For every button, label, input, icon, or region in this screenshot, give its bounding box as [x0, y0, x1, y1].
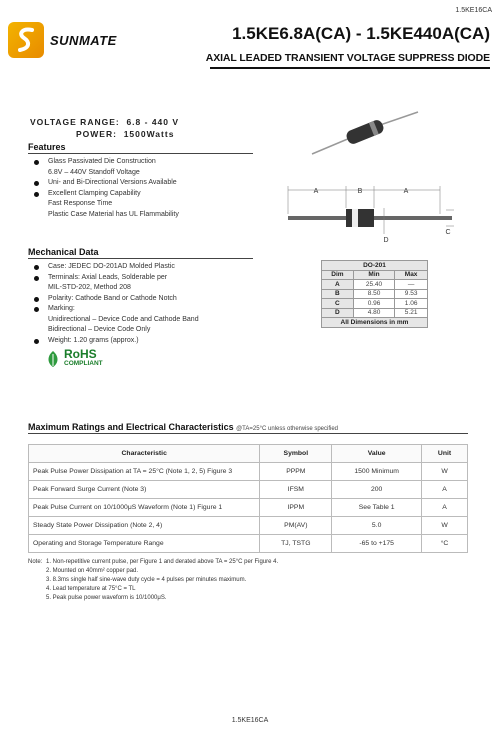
power-value: 1500Watts [123, 129, 175, 139]
unit-cell: W [422, 517, 468, 535]
dimension-min: 8.50 [353, 289, 394, 299]
feature-item: Uni- and Bi-Directional Versions Available [34, 178, 179, 189]
dimension-max: 9.53 [395, 289, 428, 299]
max-ratings-table [28, 444, 468, 553]
characteristic-cell: Peak Pulse Current on 10/1000μS Waveform (Note 1) Figure 1 [29, 499, 260, 517]
outline-dimension-drawing [280, 180, 460, 244]
mechanical-item: Case: JEDEC DO-201AD Molded Plastic [34, 262, 199, 273]
brand-name: SUNMATE [50, 32, 117, 48]
unit-cell: W [422, 463, 468, 481]
dimension-max: — [395, 280, 428, 290]
features-list [34, 157, 179, 220]
table-row [322, 280, 428, 290]
mechanical-item: Weight: 1.20 grams (approx.) [34, 336, 199, 347]
features-heading: Features [28, 142, 66, 152]
mechanical-item: Marking: [34, 304, 199, 315]
dim-label-b: B [357, 188, 363, 195]
part-code-top: 1.5KE16CA [455, 7, 492, 14]
symbol-cell: IFSM [260, 481, 332, 499]
mechanical-item: Unidirectional – Device Code and Cathode Band [48, 315, 199, 323]
table-row [29, 535, 468, 553]
note-item: 1. Non-repetitive current pulse, per Figure 1 and derated above TA = 25°C per Figure 4. [46, 559, 279, 565]
dim-label-a-left: A [313, 188, 319, 195]
notes-label: Note: [28, 559, 43, 565]
mechanical-heading: Mechanical Data [28, 247, 99, 257]
characteristic-cell: Steady State Power Dissipation (Note 2, 4) [29, 517, 260, 535]
table-row [29, 517, 468, 535]
feature-item: Excellent Clamping Capability [34, 189, 179, 200]
rohs-label: RoHS [64, 347, 97, 361]
document-subtitle: AXIAL LEADED TRANSIENT VOLTAGE SUPPRESS DIODE [205, 52, 490, 64]
dimension-max: 5.21 [395, 308, 428, 318]
max-ratings-divider [28, 433, 468, 434]
dimension-min: 4.80 [353, 308, 394, 318]
dimension-key: C [322, 299, 354, 309]
value-cell: 200 [332, 481, 422, 499]
value-cell: 5.0 [332, 517, 422, 535]
characteristic-cell: Operating and Storage Temperature Range [29, 535, 260, 553]
symbol-cell: PM(AV) [260, 517, 332, 535]
dimension-header: Max [395, 270, 428, 280]
rohs-badge [46, 347, 103, 368]
dimension-key: D [322, 308, 354, 318]
table-row [29, 499, 468, 517]
note-item: 4. Lead temperature at 75°C = TL [46, 586, 136, 592]
dimension-key: A [322, 280, 354, 290]
dimension-min: 25.40 [353, 280, 394, 290]
feature-item: Plastic Case Material has UL Flammability [48, 210, 179, 218]
unit-cell: A [422, 481, 468, 499]
symbol-cell: PPPM [260, 463, 332, 481]
power-label: POWER: [76, 129, 117, 139]
leaf-icon [46, 350, 60, 368]
unit-cell: A [422, 499, 468, 517]
value-cell: -65 to +175 [332, 535, 422, 553]
characteristic-cell: Peak Pulse Power Dissipation at TA = 25°C (Note 1, 2, 5) Figure 3 [29, 463, 260, 481]
symbol-cell: IPPM [260, 499, 332, 517]
mechanical-item: Polarity: Cathode Band or Cathode Notch [34, 294, 199, 305]
mechanical-divider [28, 258, 253, 259]
max-ratings-heading [28, 422, 338, 432]
value-cell: 1500 Minimum [332, 463, 422, 481]
page-footer-code: 1.5KE16CA [231, 717, 269, 724]
dimension-min: 0.96 [353, 299, 394, 309]
brand-logo-icon [8, 22, 44, 58]
column-header: Characteristic [29, 445, 260, 463]
rohs-compliant-label: COMPLIANT [64, 360, 103, 367]
dim-label-d: D [383, 237, 389, 244]
value-cell: See Table 1 [332, 499, 422, 517]
dimension-header: Min [353, 270, 394, 280]
mechanical-item: Bidirectional – Device Code Only [48, 326, 151, 333]
table-row [322, 308, 428, 318]
table-row [322, 299, 428, 309]
dimension-table [321, 260, 428, 328]
dimension-max: 1.06 [395, 299, 428, 309]
max-ratings-condition: @TA=25°C unless otherwise specified [236, 426, 339, 432]
note-item: 5. Peak pulse power waveform is 10/1000μS. [46, 595, 167, 601]
mechanical-list [34, 262, 199, 346]
voltage-value: 6.8 - 440 V [126, 117, 180, 127]
mechanical-item: Terminals: Axial Leads, Solderable per [34, 273, 199, 284]
dimension-footer: All Dimensions in mm [322, 318, 428, 328]
dimension-header: Dim [322, 270, 354, 280]
table-row [29, 463, 468, 481]
symbol-cell: TJ, TSTG [260, 535, 332, 553]
column-header: Value [332, 445, 422, 463]
dim-label-a-right: A [403, 188, 409, 195]
table-header-row [29, 445, 468, 463]
dimension-key: B [322, 289, 354, 299]
dimension-package: DO-201 [322, 261, 428, 271]
unit-cell: °C [422, 535, 468, 553]
brand-logo [8, 20, 120, 60]
dim-label-c: C [445, 229, 451, 236]
feature-item: 6.8V – 440V Standoff Voltage [48, 168, 140, 176]
voltage-label: VOLTAGE RANGE: [30, 117, 120, 127]
voltage-power-rating [30, 116, 179, 140]
document-title: 1.5KE6.8A(CA) - 1.5KE440A(CA) [232, 24, 490, 43]
feature-item: Fast Response Time [48, 200, 113, 207]
feature-item: Glass Passivated Die Construction [34, 157, 179, 168]
mechanical-item: MIL-STD-202, Method 208 [48, 284, 131, 291]
title-divider [210, 67, 490, 69]
diode-photo [310, 110, 420, 160]
table-row [29, 481, 468, 499]
note-item: 2. Mounted on 40mm² copper pad. [46, 568, 139, 574]
features-divider [28, 153, 253, 154]
max-ratings-title: Maximum Ratings and Electrical Characteristics [28, 422, 234, 432]
note-item: 3. 8.3ms single half sine-wave duty cycle = 4 pulses per minutes maximum. [46, 577, 247, 583]
notes-block [28, 558, 278, 603]
characteristic-cell: Peak Forward Surge Current (Note 3) [29, 481, 260, 499]
column-header: Unit [422, 445, 468, 463]
column-header: Symbol [260, 445, 332, 463]
table-row [322, 289, 428, 299]
